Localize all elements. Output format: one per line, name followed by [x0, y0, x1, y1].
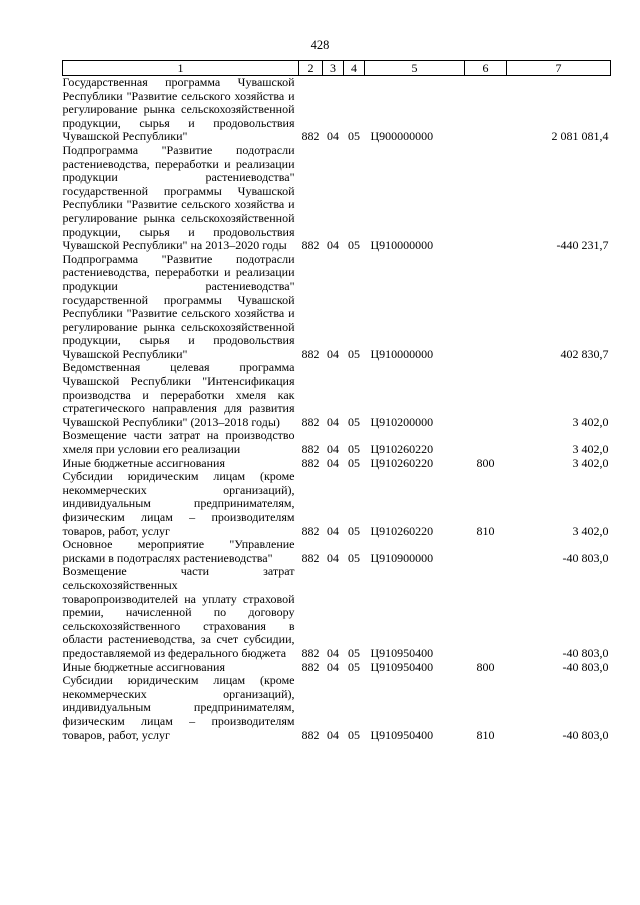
- table-row: [63, 538, 611, 565]
- row-gr: 882: [301, 129, 320, 144]
- row-vr: 810: [476, 727, 495, 742]
- row-vr: [465, 538, 507, 565]
- row-pr: 05: [348, 129, 360, 144]
- table-row: [63, 429, 611, 456]
- row-gr: 882: [301, 455, 320, 470]
- row-pr: 05: [348, 645, 360, 660]
- row-gr: 882: [301, 523, 320, 538]
- row-vr: 800: [476, 659, 495, 674]
- row-gr: 882: [301, 645, 320, 660]
- row-name: Подпрограмма "Развитие подотрасли растениеводства, переработки и реализации продукции растениеводства" государственной программы Чувашской Республики "Развитие сельского хозяйства и регулирование рынка сельскохозяйственной продукции, сырья и продовольствия Чувашской Республики": [62, 251, 295, 361]
- row-sum: -440 231,7: [556, 238, 609, 253]
- row-sum: 3 402,0: [572, 523, 609, 538]
- table-row: [63, 361, 611, 429]
- header-col-7: 7: [507, 61, 611, 76]
- row-sum: -40 803,0: [562, 727, 609, 742]
- row-rz: 04: [327, 238, 339, 253]
- table-body: [63, 76, 611, 743]
- row-gr: 882: [301, 346, 320, 361]
- table-row: [63, 144, 611, 253]
- row-csr: Ц900000000: [370, 129, 434, 144]
- row-pr: 05: [348, 442, 360, 457]
- row-rz: 04: [327, 523, 339, 538]
- row-vr: [465, 144, 507, 253]
- row-csr: Ц910200000: [370, 414, 434, 429]
- row-name: Основное мероприятие "Управление рисками в подотраслях растениеводства": [62, 537, 295, 565]
- row-gr: 882: [301, 550, 320, 565]
- row-name: Ведомственная целевая программа Чувашской Республики "Интенсификация производства и переработки хмеля как стратегического направления для развития Чувашской Республики" (2013–2018 годы): [62, 360, 295, 429]
- row-pr: 05: [348, 523, 360, 538]
- row-rz: 04: [327, 659, 339, 674]
- table-row: [63, 457, 611, 471]
- row-vr: [465, 253, 507, 362]
- row-pr: 05: [348, 346, 360, 361]
- row-rz: 04: [327, 129, 339, 144]
- row-sum: 2 081 081,4: [551, 129, 609, 144]
- header-col-2: 2: [299, 61, 323, 76]
- table-row: [63, 253, 611, 362]
- row-rz: 04: [327, 727, 339, 742]
- row-sum: 402 830,7: [560, 346, 609, 361]
- row-csr: Ц910950400: [370, 645, 434, 660]
- row-pr: 05: [348, 455, 360, 470]
- row-name: Иные бюджетные ассигнования: [62, 455, 225, 470]
- row-vr: [465, 429, 507, 456]
- header-row: [63, 61, 611, 76]
- row-name: Возмещение части затрат на производство хмеля при условии его реализации: [62, 428, 295, 457]
- row-rz: 04: [327, 550, 339, 565]
- row-csr: Ц910260220: [370, 455, 434, 470]
- row-vr: [465, 76, 507, 144]
- row-csr: Ц910000000: [370, 346, 434, 361]
- row-csr: Ц910260220: [370, 442, 434, 457]
- page-number: 428: [310, 38, 330, 52]
- row-pr: 05: [348, 414, 360, 429]
- row-name: Иные бюджетные ассигнования: [62, 659, 225, 674]
- row-vr: [465, 565, 507, 660]
- header-col-3: 3: [323, 61, 344, 76]
- row-rz: 04: [327, 346, 339, 361]
- row-sum: 3 402,0: [572, 442, 609, 457]
- row-gr: 882: [301, 659, 320, 674]
- row-name: Субсидии юридическим лицам (кроме некоммерческих организаций), индивидуальным предпринимателям, физическим лицам – производителям товаров, работ, услуг: [62, 673, 295, 742]
- row-rz: 04: [327, 455, 339, 470]
- row-name: Подпрограмма "Развитие подотрасли растениеводства, переработки и реализации продукции растениеводства" государственной программы Чувашской Республики "Развитие сельского хозяйства и регулирование рынка сельскохозяйственной продукции, сырья и продовольствия Чувашской Республики" на 2013–2020 годы: [62, 142, 295, 253]
- row-name: Государственная программа Чувашской Республики "Развитие сельского хозяйства и регулирование рынка сельскохозяйственной продукции, сырья и продовольствия Чувашской Республики": [62, 75, 295, 144]
- row-vr: 810: [476, 523, 495, 538]
- row-csr: Ц910950400: [370, 659, 434, 674]
- header-col-5: 5: [365, 61, 465, 76]
- table-row: [63, 661, 611, 675]
- row-pr: 05: [348, 238, 360, 253]
- table-row: [63, 76, 611, 144]
- row-name: Возмещение части затрат сельскохозяйственных товаропроизводителей на уплату страховой премии, начисленной по договору сельскохозяйственного страхования в области растениеводства, за счет субсидии, предоставляемой из федерального бюджета: [62, 564, 295, 660]
- row-sum: -40 803,0: [562, 645, 609, 660]
- row-vr: [465, 361, 507, 429]
- row-sum: 3 402,0: [572, 414, 609, 429]
- row-csr: Ц910000000: [370, 238, 434, 253]
- row-sum: -40 803,0: [562, 550, 609, 565]
- table-row: [63, 565, 611, 660]
- row-pr: 05: [348, 550, 360, 565]
- row-gr: 882: [301, 238, 320, 253]
- header-col-6: 6: [465, 61, 507, 76]
- row-pr: 05: [348, 727, 360, 742]
- row-name: Субсидии юридическим лицам (кроме некоммерческих организаций), индивидуальным предпринимателям, физическим лицам – производителям товаров, работ, услуг: [62, 469, 295, 538]
- row-csr: Ц910260220: [370, 523, 434, 538]
- row-csr: Ц910950400: [370, 727, 434, 742]
- header-col-4: 4: [344, 61, 365, 76]
- table-header: [63, 61, 611, 76]
- budget-table: [62, 60, 611, 742]
- row-vr: 800: [476, 455, 495, 470]
- table-row: [63, 674, 611, 742]
- row-rz: 04: [327, 645, 339, 660]
- row-gr: 882: [301, 414, 320, 429]
- row-csr: Ц910900000: [370, 550, 434, 565]
- row-rz: 04: [327, 442, 339, 457]
- table-row: [63, 470, 611, 538]
- row-sum: 3 402,0: [572, 455, 609, 470]
- row-pr: 05: [348, 659, 360, 674]
- row-gr: 882: [301, 727, 320, 742]
- row-gr: 882: [301, 442, 320, 457]
- row-sum: -40 803,0: [562, 659, 609, 674]
- row-rz: 04: [327, 414, 339, 429]
- header-col-1: 1: [63, 61, 299, 76]
